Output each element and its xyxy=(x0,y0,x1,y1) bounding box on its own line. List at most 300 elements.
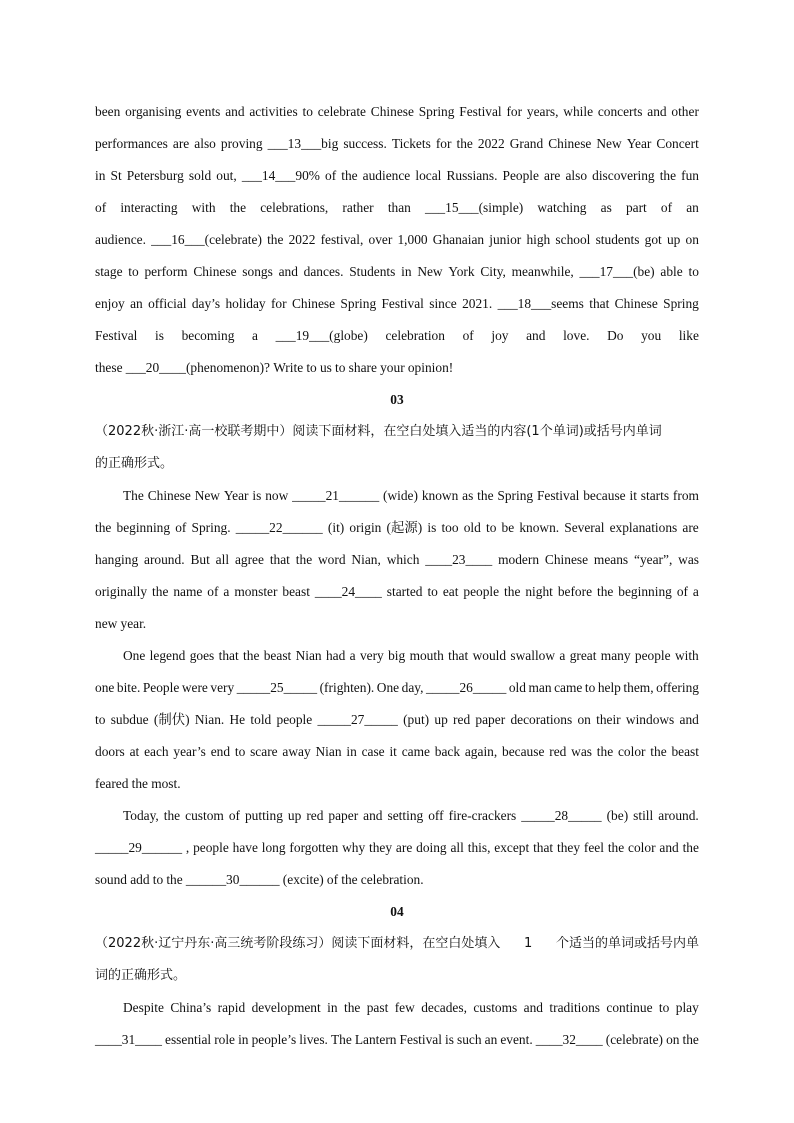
word: 词的正确形式。 xyxy=(95,968,187,983)
word: that xyxy=(218,648,239,663)
passage-line xyxy=(95,864,699,896)
word: 1,000 xyxy=(397,232,428,247)
word: (celebrate) xyxy=(605,1032,663,1047)
passage-line xyxy=(95,768,699,800)
word: told xyxy=(250,712,272,727)
word: an xyxy=(686,200,699,215)
word: （2022秋·浙江·高一校联考期中）阅读下面材料，在空白处填入适当的内容(1个单词)或括号内单词 xyxy=(95,424,662,439)
answer-blank: ___17___(be) xyxy=(579,264,655,279)
word: 2022 xyxy=(477,136,505,151)
word: would xyxy=(472,648,507,663)
answer-blank: ___13___big xyxy=(267,136,339,151)
word: again, xyxy=(464,744,498,759)
word: offering xyxy=(656,680,699,695)
word: other xyxy=(671,104,699,119)
word: of xyxy=(676,584,688,599)
word: to xyxy=(152,872,164,887)
word: doors xyxy=(95,744,125,759)
answer-blank: _____28_____ xyxy=(521,808,602,823)
word: day, xyxy=(401,680,424,695)
word: windows xyxy=(625,712,675,727)
word: and xyxy=(523,1000,543,1015)
answer-blank: _____25_____ xyxy=(236,680,318,695)
word: were xyxy=(181,680,208,695)
word: explanations xyxy=(609,520,678,535)
word: one xyxy=(95,680,115,695)
word: and xyxy=(659,840,679,855)
word: Chinese xyxy=(370,104,414,119)
word: these xyxy=(95,360,123,375)
word: are xyxy=(172,136,190,151)
word: be xyxy=(501,520,515,535)
word: stage xyxy=(95,264,123,279)
word: He xyxy=(229,712,246,727)
word: also xyxy=(565,168,588,183)
word: the xyxy=(95,520,112,535)
word: for xyxy=(435,136,452,151)
answer-blank: ___19___(globe) xyxy=(275,328,368,343)
word: many xyxy=(600,648,631,663)
word: of xyxy=(325,168,337,183)
word: Russians. xyxy=(446,168,498,183)
word: to xyxy=(95,712,106,727)
answer-blank: ____31____ xyxy=(95,1032,162,1047)
word: New xyxy=(194,488,220,503)
word: continue xyxy=(606,1000,653,1015)
word: word xyxy=(318,552,346,567)
passage-line xyxy=(95,576,699,608)
word: to xyxy=(427,584,438,599)
word: (frighten). xyxy=(319,680,375,695)
word: Students xyxy=(349,264,396,279)
passage-line xyxy=(95,288,699,320)
word: scare xyxy=(250,744,278,759)
passage-line xyxy=(95,352,699,384)
word: fun xyxy=(681,168,699,183)
word: a xyxy=(252,328,258,343)
word: starts xyxy=(640,488,670,503)
word: New xyxy=(596,136,622,151)
word: (it) xyxy=(327,520,345,535)
answer-blank: ____32____ xyxy=(535,1032,603,1047)
word: watching xyxy=(537,200,587,215)
passage-line xyxy=(95,832,699,864)
word: interacting xyxy=(120,200,178,215)
word: forgotten xyxy=(289,840,339,855)
word: around. xyxy=(658,808,699,823)
word: (be) xyxy=(606,808,629,823)
instruction-line xyxy=(95,928,699,960)
word: still xyxy=(633,808,654,823)
word: concerts xyxy=(597,104,643,119)
word: the xyxy=(229,200,247,215)
word: and xyxy=(526,328,546,343)
word: local xyxy=(415,168,442,183)
word: celebrations, xyxy=(260,200,329,215)
word: around. xyxy=(144,552,185,567)
word: Spring xyxy=(418,104,455,119)
word: official xyxy=(148,296,187,311)
word: , xyxy=(185,840,190,855)
word: goes xyxy=(189,648,215,663)
word: past xyxy=(366,1000,389,1015)
word: the xyxy=(596,744,614,759)
word: Festival xyxy=(536,488,580,503)
word: a xyxy=(692,584,699,599)
word: was xyxy=(678,552,699,567)
word: celebration. xyxy=(360,872,424,887)
answer-blank: _____27_____ xyxy=(317,712,398,727)
word: off xyxy=(428,808,444,823)
word: them, xyxy=(623,680,654,695)
word: from xyxy=(672,488,699,503)
word: success. xyxy=(343,136,387,151)
word: audience. xyxy=(95,232,146,247)
document-content xyxy=(95,96,699,1056)
word: except xyxy=(494,840,530,855)
word: role xyxy=(214,1032,236,1047)
word: means xyxy=(593,552,629,567)
word: Chinese xyxy=(147,488,191,503)
word: 的正确形式。 xyxy=(95,456,174,471)
word: each xyxy=(144,744,169,759)
word: had xyxy=(325,648,346,663)
word: for xyxy=(270,296,287,311)
word: why xyxy=(342,840,366,855)
word: are xyxy=(544,168,561,183)
word: started xyxy=(386,584,423,599)
word: they xyxy=(557,840,581,855)
word: doing xyxy=(416,840,447,855)
word: up xyxy=(434,712,448,727)
word: very xyxy=(210,680,235,695)
word: and xyxy=(225,104,245,119)
word: of xyxy=(462,328,474,343)
word: high xyxy=(526,232,551,247)
word: the xyxy=(343,1000,361,1015)
word: rather xyxy=(342,200,374,215)
word: Petersburg xyxy=(126,168,184,183)
word: up xyxy=(666,232,681,247)
word: custom xyxy=(185,808,224,823)
answer-blank: ___15___(simple) xyxy=(425,200,524,215)
word: “year”, xyxy=(634,552,673,567)
word: Do xyxy=(607,328,624,343)
word: out, xyxy=(216,168,237,183)
word: traditions xyxy=(549,1000,600,1015)
word: legend xyxy=(149,648,186,663)
word: origin xyxy=(349,520,382,535)
word: now xyxy=(265,488,289,503)
word: year. xyxy=(120,616,147,631)
word: subdue xyxy=(110,712,149,727)
word: such xyxy=(457,1032,482,1047)
word: man xyxy=(528,680,552,695)
word: name xyxy=(173,584,203,599)
word: this, xyxy=(467,840,491,855)
word: Write xyxy=(273,360,304,375)
word: most. xyxy=(151,776,181,791)
word: Festival xyxy=(381,296,424,311)
word: long xyxy=(261,840,286,855)
word: mouth xyxy=(409,648,444,663)
word: Spring xyxy=(663,296,699,311)
word: eat xyxy=(442,584,459,599)
word: the xyxy=(477,488,494,503)
word: perform xyxy=(144,264,188,279)
passage-line xyxy=(95,1024,699,1056)
word: red xyxy=(549,744,567,759)
word: with xyxy=(191,200,216,215)
word: Several xyxy=(564,520,605,535)
word: Chinese xyxy=(614,296,658,311)
word: the xyxy=(166,872,183,887)
word: Chinese xyxy=(548,136,592,151)
word: and xyxy=(647,104,667,119)
word: development xyxy=(251,1000,321,1015)
answer-blank: ____24____ xyxy=(314,584,382,599)
word: New xyxy=(417,264,443,279)
word: the xyxy=(341,872,358,887)
word: help xyxy=(597,680,621,695)
word: night xyxy=(525,584,553,599)
word: performances xyxy=(95,136,168,151)
passage-line xyxy=(95,640,699,672)
instruction-line xyxy=(95,416,699,448)
word: putting xyxy=(244,808,283,823)
word: hanging xyxy=(95,552,139,567)
word: to xyxy=(234,744,246,759)
passage-line xyxy=(95,992,699,1024)
word: to xyxy=(688,264,699,279)
word: all xyxy=(450,840,464,855)
word: us xyxy=(319,360,332,375)
word: of xyxy=(207,584,219,599)
answer-blank: ______30______ xyxy=(185,872,280,887)
word: people xyxy=(193,840,229,855)
word: beast xyxy=(671,744,699,759)
word: share xyxy=(348,360,377,375)
word: customs xyxy=(473,1000,518,1015)
section-number: 04 xyxy=(390,904,404,919)
word: Nian xyxy=(295,648,322,663)
word: because xyxy=(583,488,626,503)
word: is xyxy=(252,488,262,503)
word: the xyxy=(504,584,521,599)
word: an xyxy=(484,1032,498,1047)
word: too xyxy=(441,520,459,535)
word: lives. xyxy=(299,1032,328,1047)
word: big xyxy=(388,648,406,663)
word: (put) xyxy=(403,712,430,727)
word: are xyxy=(395,840,413,855)
word: of xyxy=(326,872,339,887)
word: 2021. xyxy=(462,296,493,311)
word: decades, xyxy=(421,1000,467,1015)
word: play xyxy=(675,1000,699,1015)
word: old xyxy=(508,680,526,695)
passage-line xyxy=(95,256,699,288)
word: students xyxy=(595,232,640,247)
word: Grand xyxy=(509,136,544,151)
word: year’s xyxy=(173,744,206,759)
word: Nian xyxy=(315,744,342,759)
word: as xyxy=(600,200,612,215)
word: day’s xyxy=(191,296,221,311)
word: in xyxy=(327,1000,338,1015)
answer-blank: ___16___(celebrate) xyxy=(151,232,262,247)
word: is xyxy=(427,520,437,535)
word: love. xyxy=(563,328,590,343)
word: (起源) xyxy=(386,520,423,535)
word: proving xyxy=(220,136,263,151)
word: events xyxy=(186,104,221,119)
word: the xyxy=(596,584,614,599)
word: Spring xyxy=(340,296,377,311)
word: to xyxy=(302,104,313,119)
word: event. xyxy=(500,1032,533,1047)
word: to xyxy=(335,360,346,375)
word: because xyxy=(502,744,545,759)
word: People xyxy=(502,168,539,183)
passage-line xyxy=(95,192,699,224)
word: Year xyxy=(223,488,249,503)
answer-blank: _____29______ xyxy=(95,840,183,855)
word: the xyxy=(659,168,677,183)
word: while xyxy=(563,104,594,119)
answer-blank: _____21______ xyxy=(292,488,380,503)
word: end xyxy=(210,744,231,759)
instruction-line xyxy=(95,960,699,992)
word: at xyxy=(129,744,140,759)
word: the xyxy=(243,648,260,663)
word: as xyxy=(462,488,474,503)
word: the xyxy=(650,744,667,759)
word: agree xyxy=(234,552,264,567)
word: able xyxy=(660,264,683,279)
word: red xyxy=(453,712,471,727)
word: is xyxy=(155,328,164,343)
word: of xyxy=(175,520,187,535)
word: celebration xyxy=(385,328,445,343)
word: bite. xyxy=(116,680,141,695)
word: got xyxy=(644,232,662,247)
word: away xyxy=(282,744,311,759)
word: Festival xyxy=(459,104,502,119)
word: in xyxy=(401,264,412,279)
word: all xyxy=(215,552,230,567)
word: part xyxy=(625,200,647,215)
word: like xyxy=(678,328,699,343)
instruction-line xyxy=(95,448,699,480)
word: to xyxy=(128,264,139,279)
answer-blank: ___14___90% xyxy=(241,168,320,183)
word: Concert xyxy=(656,136,699,151)
word: with xyxy=(674,648,699,663)
word: organising xyxy=(125,104,182,119)
word: school xyxy=(555,232,591,247)
passage-line xyxy=(95,96,699,128)
word: in xyxy=(95,168,106,183)
word: Festival xyxy=(399,1032,442,1047)
word: known xyxy=(421,488,459,503)
word: Nian, xyxy=(351,552,381,567)
word: their xyxy=(596,712,621,727)
word: a xyxy=(223,584,230,599)
word: Lantern xyxy=(354,1032,397,1047)
word: great xyxy=(569,648,597,663)
word: festival, xyxy=(320,232,364,247)
word: feel xyxy=(583,840,604,855)
word: sound xyxy=(95,872,127,887)
word: Chinese xyxy=(544,552,589,567)
word: to xyxy=(485,520,497,535)
word: The xyxy=(123,488,144,503)
word: enjoy xyxy=(95,296,125,311)
word: becoming xyxy=(181,328,235,343)
word: to xyxy=(658,1000,670,1015)
word: is xyxy=(445,1032,454,1047)
word: essential xyxy=(165,1032,212,1047)
word: you xyxy=(641,328,662,343)
word: Today, xyxy=(123,808,159,823)
word: swallow xyxy=(510,648,556,663)
word: City, xyxy=(480,264,506,279)
word: the xyxy=(267,232,284,247)
word: for xyxy=(506,104,523,119)
word: songs xyxy=(242,264,273,279)
passage-line xyxy=(95,736,699,768)
word: the xyxy=(607,840,625,855)
word: of xyxy=(228,808,240,823)
word: China’s xyxy=(170,1000,212,1015)
word: York xyxy=(448,264,475,279)
word: Chinese xyxy=(291,296,336,311)
word: fire-crackers xyxy=(448,808,517,823)
word: beast xyxy=(282,584,310,599)
passage-line xyxy=(95,224,699,256)
word: meanwhile, xyxy=(511,264,574,279)
word: decorations xyxy=(510,712,573,727)
word: the xyxy=(295,552,313,567)
answer-blank: ___18___seems xyxy=(497,296,584,311)
word: Festival xyxy=(95,328,138,343)
word: been xyxy=(95,104,121,119)
word: people xyxy=(276,712,313,727)
word: red xyxy=(306,808,324,823)
word: People xyxy=(142,680,180,695)
word: the xyxy=(682,840,699,855)
word: beginning xyxy=(618,584,672,599)
word: paper xyxy=(475,712,506,727)
word: paper xyxy=(328,808,359,823)
word: which xyxy=(386,552,420,567)
section-number: 03 xyxy=(390,392,404,407)
word: the xyxy=(152,584,169,599)
word: (制伏) xyxy=(153,712,190,727)
word: people xyxy=(634,648,671,663)
passage-line xyxy=(95,512,699,544)
word: the xyxy=(131,776,148,791)
word: audience xyxy=(362,168,411,183)
word: that xyxy=(589,296,610,311)
word: opinion! xyxy=(407,360,454,375)
word: in xyxy=(238,1032,249,1047)
word: the xyxy=(456,136,473,151)
word: add xyxy=(130,872,150,887)
word: on xyxy=(577,712,591,727)
word: The xyxy=(330,1032,352,1047)
